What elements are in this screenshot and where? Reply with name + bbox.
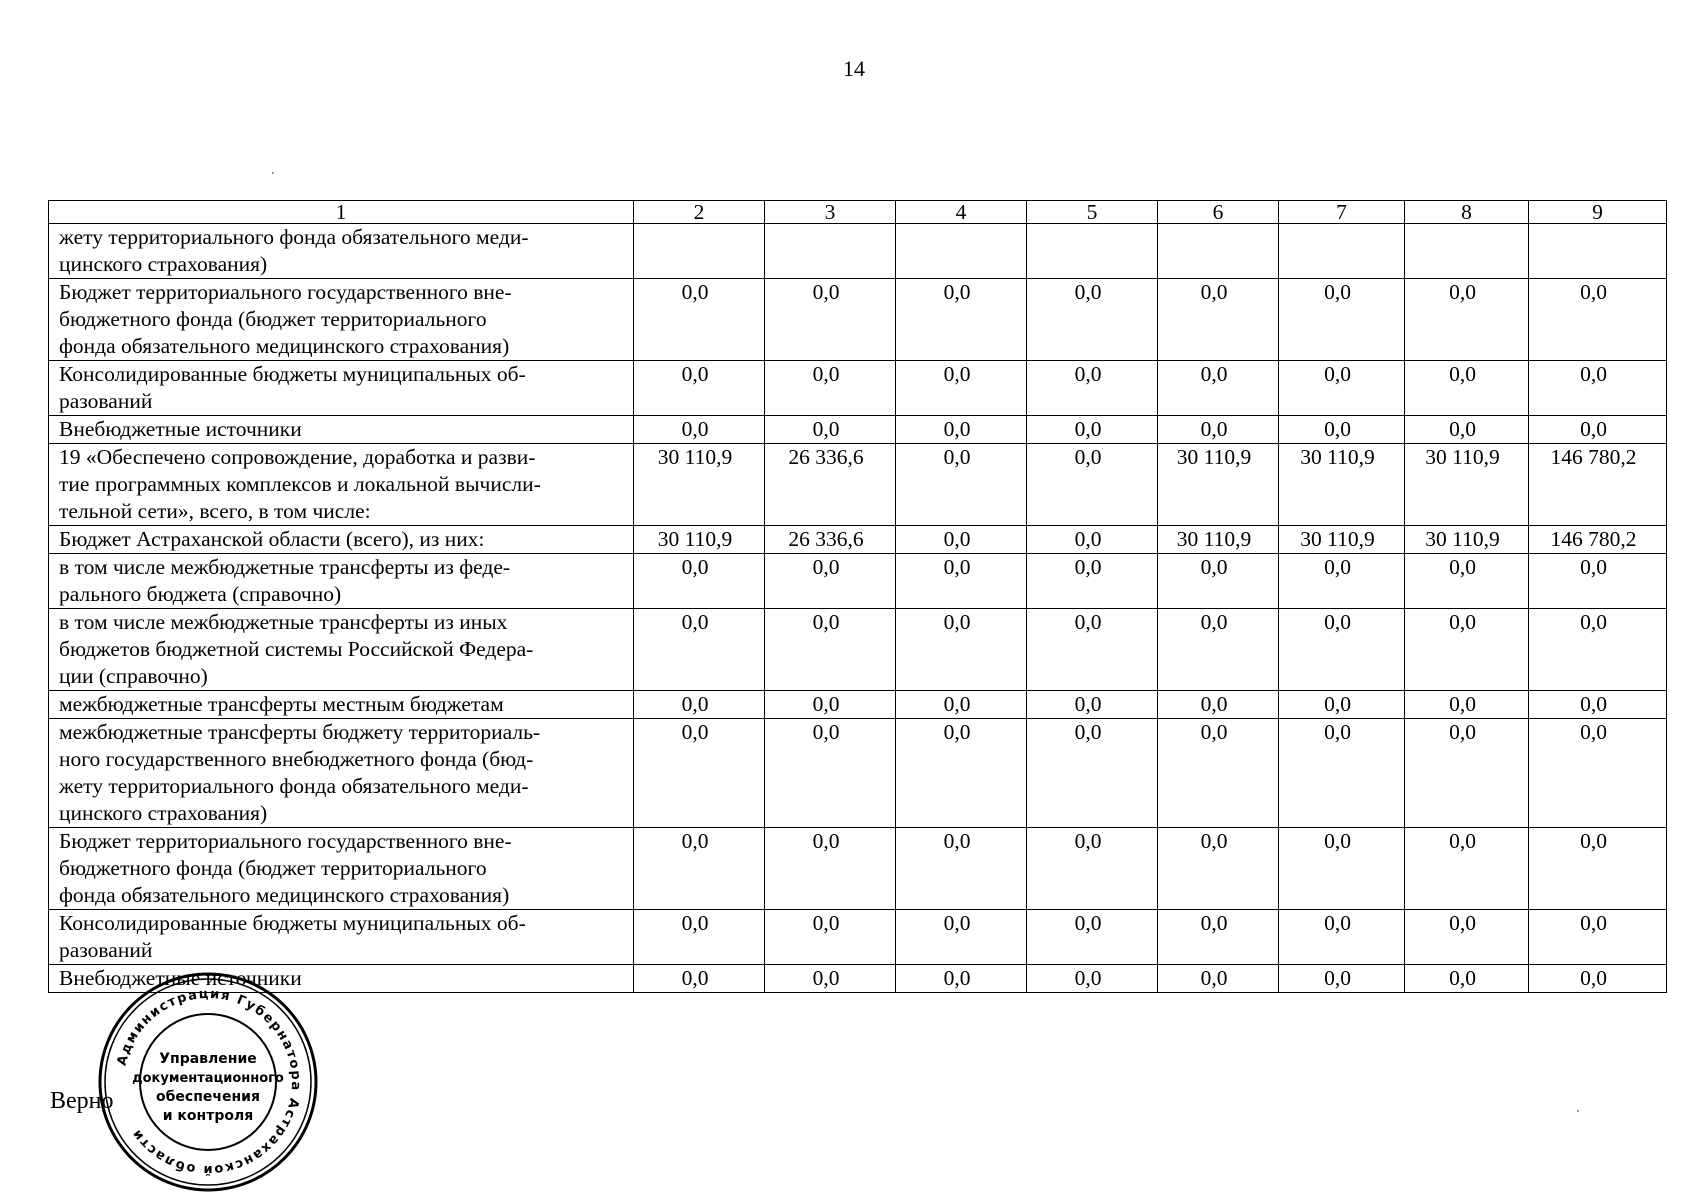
- row-label: Бюджет территориального государственного вне- бюджетного фонда (бюджет территориального фонда обязательного медицинского страхования): [49, 279, 634, 361]
- table-row: [49, 609, 1667, 691]
- value-cell: 0,0: [765, 691, 896, 719]
- value-cell: 0,0: [634, 416, 765, 444]
- value-cell: 0,0: [634, 279, 765, 361]
- value-cell: 0,0: [1158, 554, 1279, 609]
- value-cell: 0,0: [1279, 554, 1405, 609]
- value-cell: 0,0: [1529, 719, 1667, 828]
- value-cell: 0,0: [765, 828, 896, 910]
- value-cell: 0,0: [1529, 416, 1667, 444]
- value-cell: 0,0: [1027, 910, 1158, 965]
- value-cell: 0,0: [765, 719, 896, 828]
- row-label: в том числе межбюджетные трансферты из иных бюджетов бюджетной системы Российской Федера- ции (справочно): [49, 609, 634, 691]
- value-cell: 0,0: [1027, 609, 1158, 691]
- column-header: 2: [634, 201, 765, 224]
- seal-center-line: документационного: [132, 1071, 284, 1086]
- row-label: в том числе межбюджетные трансферты из феде- рального бюджета (справочно): [49, 554, 634, 609]
- value-cell: 0,0: [896, 691, 1027, 719]
- value-cell: 0,0: [1405, 609, 1529, 691]
- value-cell: 0,0: [765, 965, 896, 993]
- seal-center-line: Управление: [159, 1051, 257, 1067]
- value-cell: 0,0: [1279, 691, 1405, 719]
- value-cell: 0,0: [1027, 691, 1158, 719]
- value-cell: 26 336,6: [765, 444, 896, 526]
- value-cell: [896, 224, 1027, 279]
- value-cell: 0,0: [765, 554, 896, 609]
- value-cell: 0,0: [1279, 719, 1405, 828]
- value-cell: 0,0: [1529, 910, 1667, 965]
- seal-center-line: и контроля: [162, 1108, 254, 1124]
- value-cell: 0,0: [1158, 828, 1279, 910]
- value-cell: 0,0: [634, 965, 765, 993]
- value-cell: 0,0: [1279, 609, 1405, 691]
- value-cell: 0,0: [765, 609, 896, 691]
- value-cell: 0,0: [896, 910, 1027, 965]
- value-cell: 0,0: [1529, 554, 1667, 609]
- value-cell: 0,0: [896, 361, 1027, 416]
- value-cell: 0,0: [1027, 361, 1158, 416]
- value-cell: 0,0: [1027, 416, 1158, 444]
- value-cell: [1405, 224, 1529, 279]
- value-cell: [634, 224, 765, 279]
- value-cell: 30 110,9: [1158, 444, 1279, 526]
- scan-speck: [272, 172, 274, 174]
- value-cell: 0,0: [1405, 554, 1529, 609]
- column-header: 5: [1027, 201, 1158, 224]
- value-cell: 0,0: [1529, 361, 1667, 416]
- value-cell: 0,0: [765, 910, 896, 965]
- value-cell: 0,0: [1158, 691, 1279, 719]
- table-row: [49, 828, 1667, 910]
- value-cell: 0,0: [634, 361, 765, 416]
- value-cell: 0,0: [1405, 691, 1529, 719]
- value-cell: 0,0: [896, 719, 1027, 828]
- seal-center-line: обеспечения: [156, 1089, 260, 1105]
- column-header: 3: [765, 201, 896, 224]
- value-cell: 0,0: [1027, 719, 1158, 828]
- value-cell: 30 110,9: [1158, 526, 1279, 554]
- value-cell: 0,0: [634, 554, 765, 609]
- value-cell: 0,0: [1279, 416, 1405, 444]
- row-label: 19 «Обеспечено сопровождение, доработка и разви- тие программных комплексов и локальной вычисли- тельной сети», всего, в том числе:: [49, 444, 634, 526]
- table-row: [49, 719, 1667, 828]
- table-row: [49, 691, 1667, 719]
- value-cell: 146 780,2: [1529, 526, 1667, 554]
- value-cell: 0,0: [1158, 361, 1279, 416]
- value-cell: 0,0: [1027, 279, 1158, 361]
- value-cell: 0,0: [1279, 965, 1405, 993]
- value-cell: 0,0: [1158, 910, 1279, 965]
- value-cell: 0,0: [896, 526, 1027, 554]
- value-cell: 30 110,9: [1279, 526, 1405, 554]
- seal-ring-text: Администрация Губернатора Астраханской области: [114, 986, 304, 1178]
- column-header: 8: [1405, 201, 1529, 224]
- table-row: [49, 361, 1667, 416]
- value-cell: 0,0: [634, 910, 765, 965]
- value-cell: 0,0: [1158, 609, 1279, 691]
- value-cell: 0,0: [1405, 719, 1529, 828]
- value-cell: 0,0: [1027, 554, 1158, 609]
- value-cell: 0,0: [1027, 965, 1158, 993]
- table-row: [49, 910, 1667, 965]
- value-cell: 0,0: [896, 279, 1027, 361]
- column-header: 4: [896, 201, 1027, 224]
- value-cell: 30 110,9: [634, 526, 765, 554]
- value-cell: 0,0: [634, 828, 765, 910]
- value-cell: 0,0: [1027, 444, 1158, 526]
- value-cell: 0,0: [1158, 279, 1279, 361]
- row-label: Консолидированные бюджеты муниципальных об- разований: [49, 910, 634, 965]
- page-number: 14: [843, 56, 865, 81]
- row-label: жету территориального фонда обязательного меди- цинского страхования): [49, 224, 634, 279]
- value-cell: 0,0: [896, 609, 1027, 691]
- value-cell: 0,0: [1405, 361, 1529, 416]
- value-cell: [1027, 224, 1158, 279]
- value-cell: 0,0: [634, 609, 765, 691]
- value-cell: 30 110,9: [1279, 444, 1405, 526]
- value-cell: 30 110,9: [1405, 444, 1529, 526]
- column-header: 1: [49, 201, 634, 224]
- value-cell: 0,0: [1279, 910, 1405, 965]
- value-cell: 0,0: [634, 691, 765, 719]
- value-cell: 0,0: [634, 719, 765, 828]
- value-cell: 0,0: [1529, 965, 1667, 993]
- column-header: 7: [1279, 201, 1405, 224]
- table-row: [49, 554, 1667, 609]
- column-header: 9: [1529, 201, 1667, 224]
- value-cell: 0,0: [1279, 361, 1405, 416]
- value-cell: 30 110,9: [1405, 526, 1529, 554]
- value-cell: 0,0: [1405, 828, 1529, 910]
- row-label: Бюджет территориального государственного вне- бюджетного фонда (бюджет территориального фонда обязательного медицинского страхования): [49, 828, 634, 910]
- row-label: межбюджетные трансферты бюджету территориаль- ного государственного внебюджетного фонда (бюд- жету территориального фонда обязательного меди- цинского страхования): [49, 719, 634, 828]
- value-cell: 0,0: [1027, 526, 1158, 554]
- value-cell: 0,0: [765, 416, 896, 444]
- value-cell: 0,0: [1279, 279, 1405, 361]
- value-cell: 0,0: [1158, 416, 1279, 444]
- value-cell: [1529, 224, 1667, 279]
- value-cell: [1279, 224, 1405, 279]
- value-cell: 0,0: [1027, 828, 1158, 910]
- value-cell: 0,0: [1529, 609, 1667, 691]
- value-cell: [765, 224, 896, 279]
- verno-label: Верно: [50, 1088, 114, 1114]
- table-row: [49, 444, 1667, 526]
- value-cell: 146 780,2: [1529, 444, 1667, 526]
- scan-speck: [1577, 1110, 1579, 1112]
- value-cell: 0,0: [896, 965, 1027, 993]
- value-cell: 0,0: [1405, 416, 1529, 444]
- column-header: 6: [1158, 201, 1279, 224]
- value-cell: 0,0: [896, 554, 1027, 609]
- value-cell: 0,0: [1529, 691, 1667, 719]
- value-cell: 0,0: [896, 828, 1027, 910]
- value-cell: 0,0: [1158, 719, 1279, 828]
- value-cell: 0,0: [1405, 279, 1529, 361]
- table-body: [49, 224, 1667, 993]
- value-cell: [1158, 224, 1279, 279]
- row-label: Внебюджетные источники: [49, 416, 634, 444]
- official-seal: [96, 970, 320, 1194]
- value-cell: 30 110,9: [634, 444, 765, 526]
- row-label: Внебюджетные источники: [49, 965, 634, 993]
- value-cell: 0,0: [1529, 279, 1667, 361]
- budget-table: [48, 200, 1667, 993]
- value-cell: 0,0: [1279, 828, 1405, 910]
- value-cell: 26 336,6: [765, 526, 896, 554]
- row-label: межбюджетные трансферты местным бюджетам: [49, 691, 634, 719]
- row-label: Консолидированные бюджеты муниципальных об- разований: [49, 361, 634, 416]
- table-row: [49, 416, 1667, 444]
- row-label: Бюджет Астраханской области (всего), из них:: [49, 526, 634, 554]
- value-cell: 0,0: [765, 361, 896, 416]
- value-cell: 0,0: [1405, 965, 1529, 993]
- table-row: [49, 224, 1667, 279]
- value-cell: 0,0: [765, 279, 896, 361]
- header-row: [49, 201, 1667, 224]
- value-cell: 0,0: [1158, 965, 1279, 993]
- table-row: [49, 526, 1667, 554]
- table-row: [49, 279, 1667, 361]
- value-cell: 0,0: [896, 444, 1027, 526]
- value-cell: 0,0: [1405, 910, 1529, 965]
- value-cell: 0,0: [1529, 828, 1667, 910]
- value-cell: 0,0: [896, 416, 1027, 444]
